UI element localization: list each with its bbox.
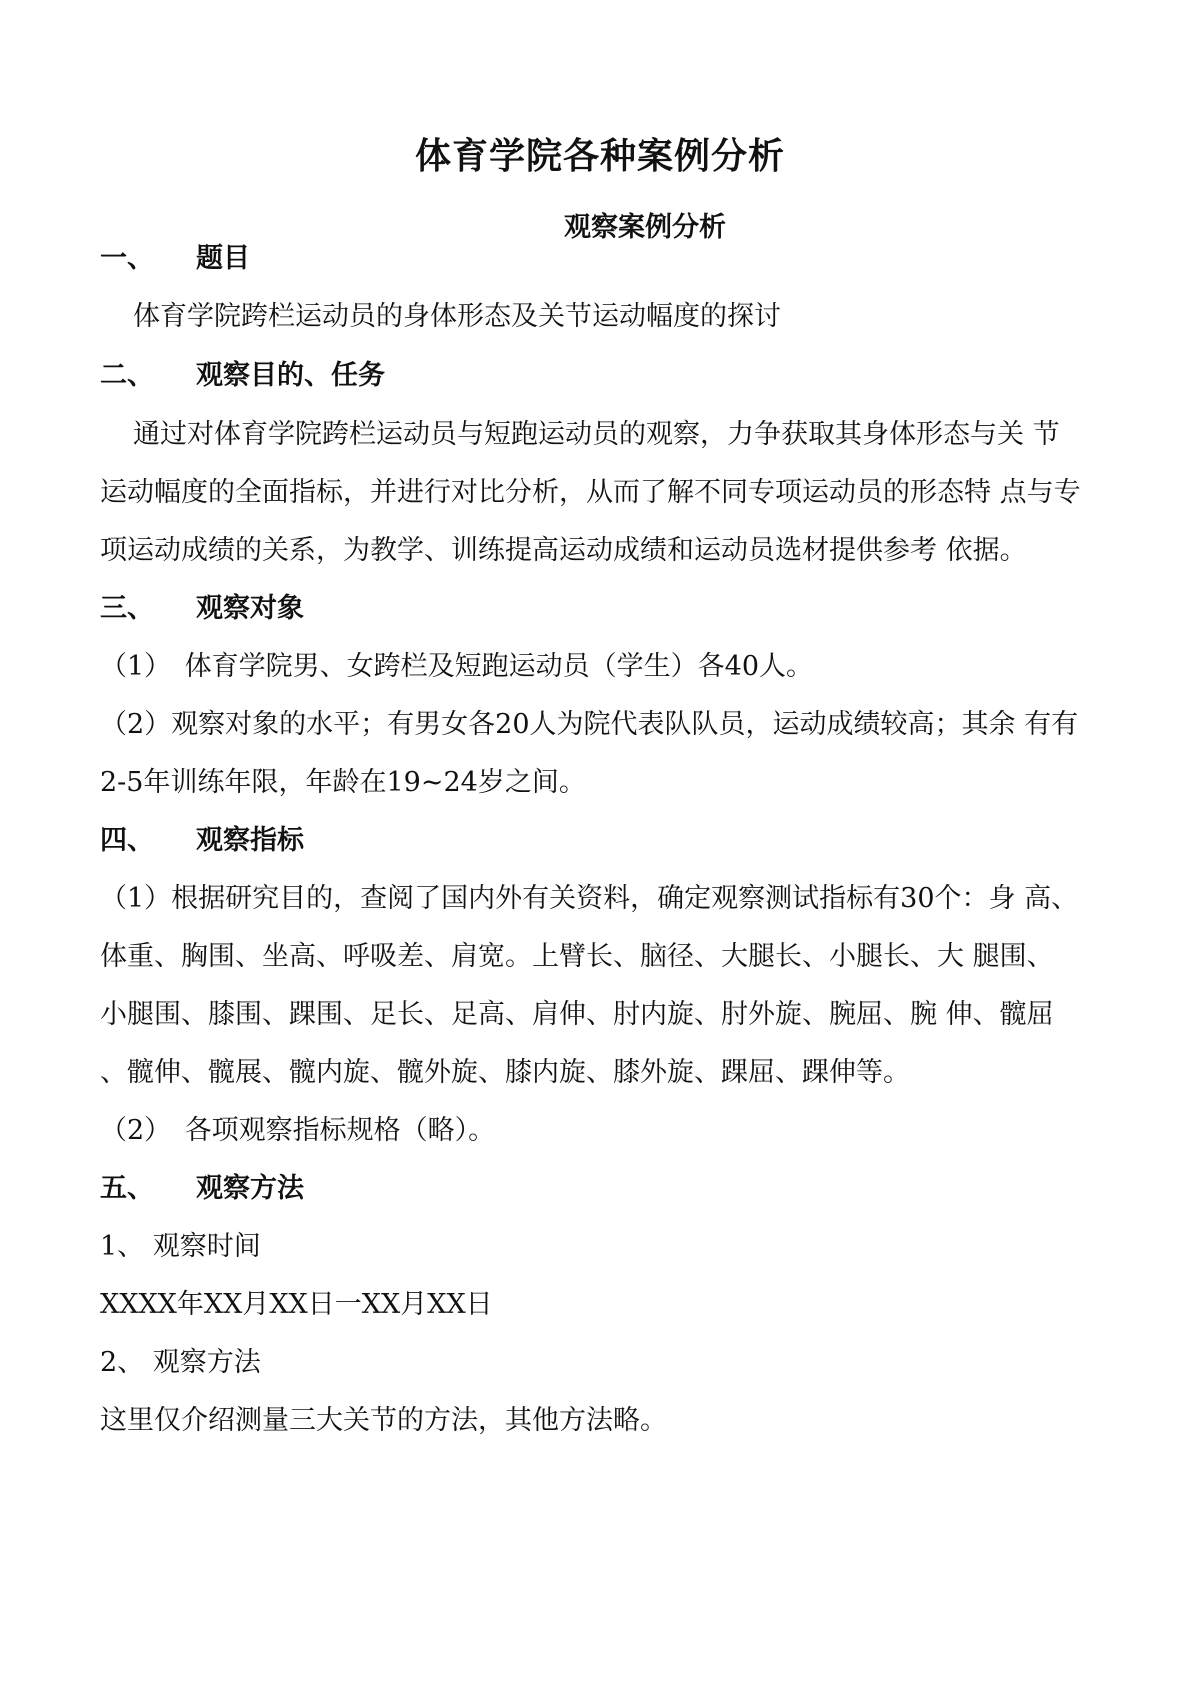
section2-heading — [100, 359, 385, 393]
section3-item2-line-2: 2-5年训练年限，年龄在19~24岁之间。 — [100, 767, 586, 798]
section1-number: 一、 — [100, 243, 154, 274]
section5-title: 观察方法 — [196, 1173, 304, 1204]
section4-item1-line-3: 小腿围、膝围、踝围、足长、足高、肩伸、肘内旋、肘外旋、腕屈、腕 伸、髋屈 — [100, 999, 1054, 1030]
section4-item2: （2） 各项观察指标规格（略）。 — [100, 1115, 496, 1146]
section2-line-3: 项运动成绩的关系，为教学、训练提高运动成绩和运动员选材提供参考 依据。 — [100, 535, 1027, 566]
section3-item2-line-1: （2）观察对象的水平；有男女各20人为院代表队队员，运动成绩较高；其余 有有 — [100, 709, 1079, 740]
section3-number: 三、 — [100, 593, 154, 624]
section5-number: 五、 — [100, 1173, 154, 1204]
section5-date: XXXX年XX月XX日一XX月XX日 — [100, 1289, 493, 1320]
section4-number: 四、 — [100, 825, 154, 856]
section3-item1: （1） 体育学院男、女跨栏及短跑运动员（学生）各40人。 — [100, 651, 814, 682]
section5-text: 这里仅介绍测量三大关节的方法，其他方法略。 — [100, 1405, 667, 1436]
section5-heading — [100, 1172, 304, 1206]
section2-number: 二、 — [100, 360, 154, 391]
section4-item1-line-4: 、髋伸、髋展、髋内旋、髋外旋、膝内旋、膝外旋、踝屈、踝伸等。 — [100, 1057, 910, 1088]
section4-title: 观察指标 — [196, 825, 304, 856]
section5-sub1: 1、 观察时间 — [100, 1231, 261, 1262]
section4-item1-line-2: 体重、胸围、坐高、呼吸差、肩宽。上臂长、脑径、大腿长、小腿长、大 腿围、 — [100, 941, 1054, 972]
section2-title: 观察目的、任务 — [196, 360, 385, 391]
section3-heading — [100, 592, 304, 626]
section2-line-2: 运动幅度的全面指标，并进行对比分析，从而了解不同专项运动员的形态特 点与专 — [100, 477, 1081, 508]
document-subtitle: 观察案例分析 — [564, 212, 726, 243]
section1-heading — [100, 242, 250, 276]
section1-text: 体育学院跨栏运动员的身体形态及关节运动幅度的探讨 — [133, 301, 781, 332]
section4-item1-line-1: （1）根据研究目的，查阅了国内外有关资料，确定观察测试指标有30个：身 高、 — [100, 883, 1079, 914]
section2-line-1: 通过对体育学院跨栏运动员与短跑运动员的观察，力争获取其身体形态与关 节 — [133, 419, 1060, 450]
section3-title: 观察对象 — [196, 593, 304, 624]
document-title: 体育学院各种案例分析 — [414, 135, 785, 177]
section4-heading — [100, 824, 304, 858]
section1-title: 题目 — [196, 243, 250, 274]
section5-sub2: 2、 观察方法 — [100, 1347, 261, 1378]
